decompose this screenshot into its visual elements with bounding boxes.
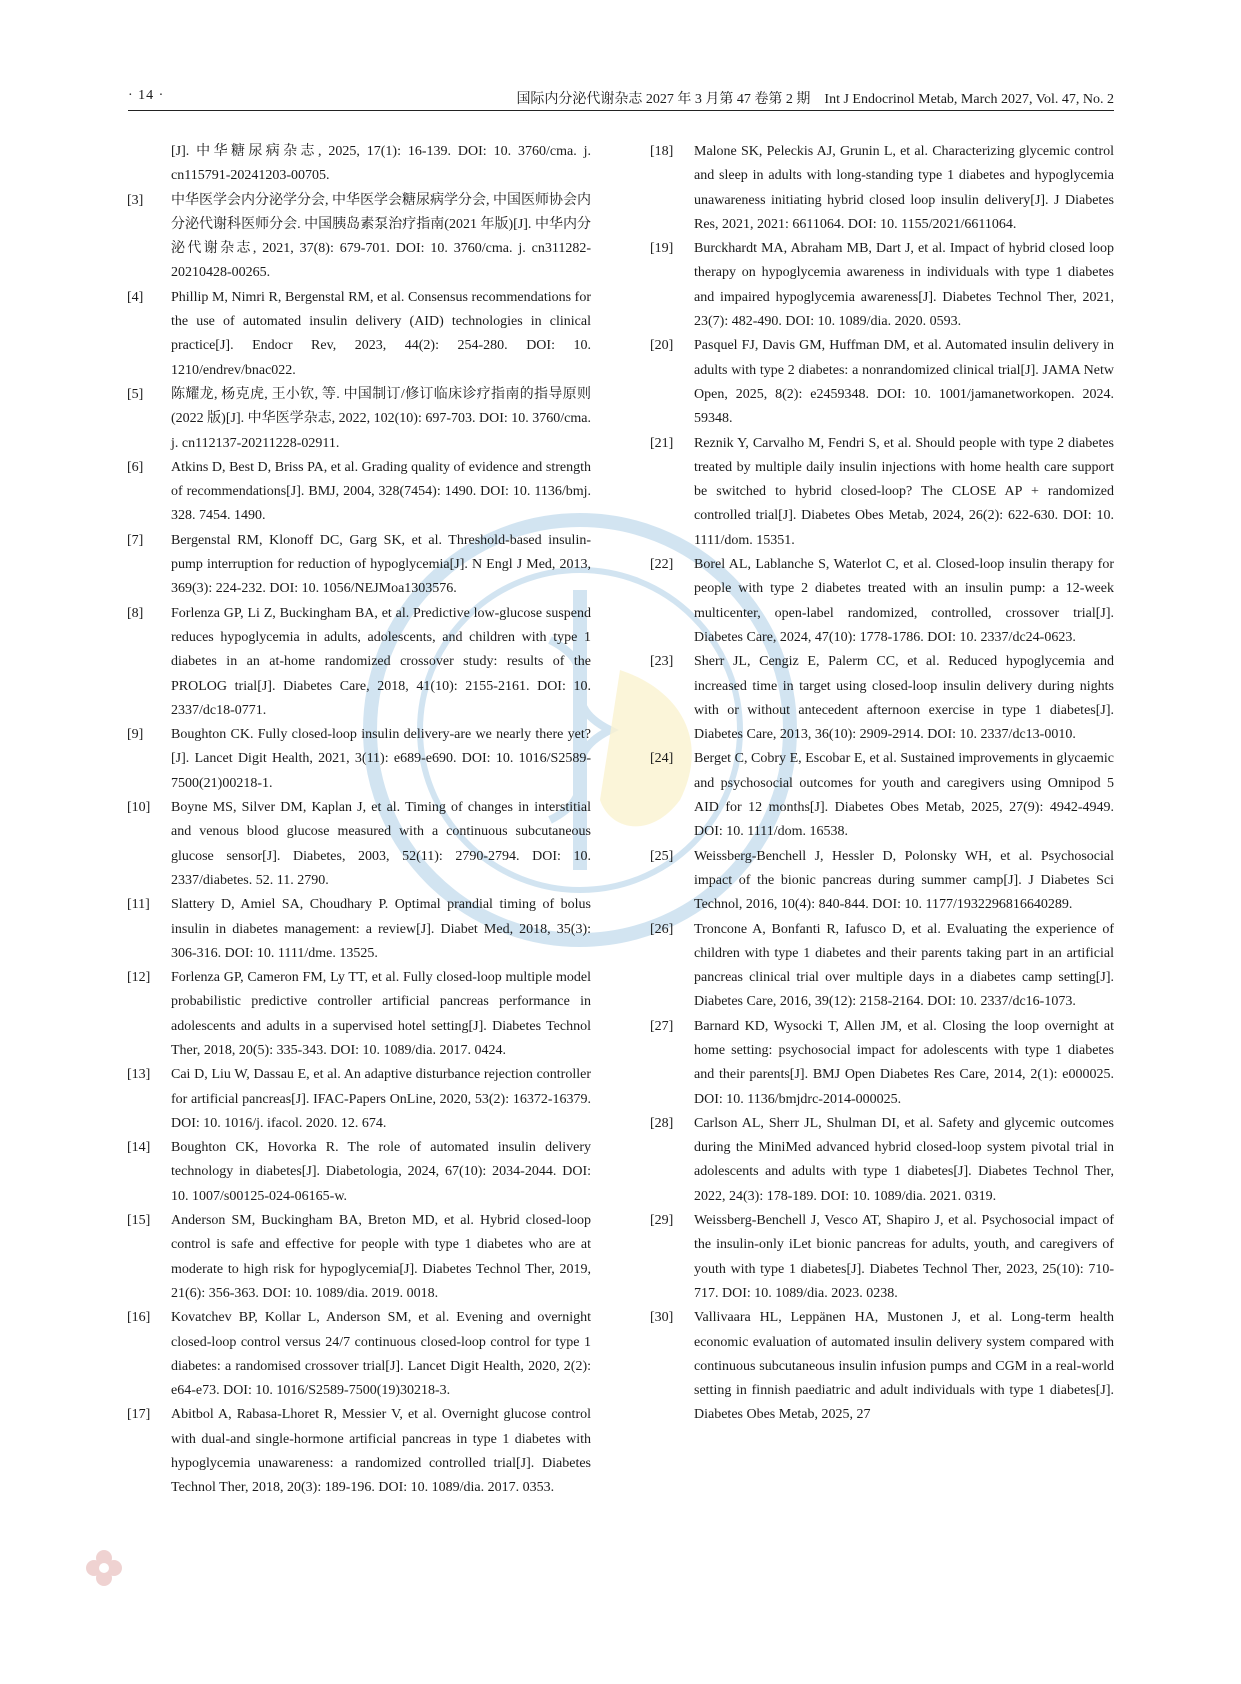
reference-item: [642, 1306, 1114, 1427]
reference-text: Anderson SM, Buckingham BA, Breton MD, et al. Hybrid closed-loop control is safe and effective for people with type 1 diabetes who are at moderate to high risk for hypoglycemia[J]. Diabetes Technol Ther, 2019, 21(6): 356-363. DOI: 10. 1089/dia. 2019. 0018.: [171, 1213, 591, 1301]
reference-item: [119, 796, 591, 893]
reference-item: [119, 286, 591, 383]
reference-item: [119, 383, 591, 456]
reference-item: [119, 966, 591, 1063]
reference-text: Burckhardt MA, Abraham MB, Dart J, et al. Impact of hybrid closed loop therapy on hypoglycemia awareness in individuals with type 1 diabetes and impaired hypoglycemia awareness[J]. Diabetes Technol Ther, 2021, 23(7): 482-490. DOI: 10. 1089/dia. 2020. 0593.: [694, 241, 1114, 330]
reference-text: Troncone A, Bonfanti R, Iafusco D, et al. Evaluating the experience of children with type 1 diabetes and their parents taking part in an artificial pancreas clinical trial over multiple days in a diabetes camp setting[J]. Diabetes Care, 2016, 39(12): 2158-2164. DOI: 10. 2337/dc16-1073.: [694, 921, 1114, 1010]
reference-item: [119, 1063, 591, 1136]
reference-item: [642, 1015, 1114, 1112]
reference-number: [5]: [127, 386, 144, 402]
reference-item: [642, 432, 1114, 553]
reference-number: [14]: [127, 1140, 151, 1156]
reference-number: [6]: [127, 459, 144, 475]
reference-item: [642, 650, 1114, 747]
reference-number: [8]: [127, 605, 144, 621]
page-number: · 14 ·: [128, 88, 165, 103]
reference-text: Kovatchev BP, Kollar L, Anderson SM, et al. Evening and overnight closed-loop control versus 24/7 continuous closed-loop control for type 1 diabetes: a randomised crossover trial[J]. Lancet Digit Health, 2020, 2(2): e64-e73. DOI: 10. 1016/S2589-7500(19)30218-3.: [171, 1310, 591, 1399]
reference-item: [642, 918, 1114, 1015]
reference-item: [119, 893, 591, 966]
reference-item: [119, 456, 591, 529]
reference-text: Reznik Y, Carvalho M, Fendri S, et al. Should people with type 2 diabetes treated by multiple daily insulin injections with home health care support be switched to hybrid closed-loop? The CLOSE AP + randomized controlled trial[J]. Diabetes Obes Metab, 2024, 26(2): 622-630. DOI: 10. 1111/dom. 15351.: [694, 435, 1114, 548]
reference-text: Forlenza GP, Li Z, Buckingham BA, et al. Predictive low-glucose suspend reduces hypoglycemia in adults, adolescents, and children with type 1 diabetes in an at-home randomized crossover study: results of the PROLOG trial[J]. Diabetes Care, 2018, 41(10): 2155-2161. DOI: 10. 2337/dc18-0771.: [171, 605, 591, 718]
reference-text: Weissberg-Benchell J, Vesco AT, Shapiro J, et al. Psychosocial impact of the insulin-only iLet bionic pancreas for adults, youth, and caregivers of youth with type 1 diabetes[J]. Diabetes Technol Ther, 2023, 25(10): 710-717. DOI: 10. 1089/dia. 2023. 0238.: [694, 1213, 1114, 1301]
reference-text: Carlson AL, Sherr JL, Shulman DI, et al. Safety and glycemic outcomes during the MiniMed advanced hybrid closed-loop system pivotal trial in adolescents and adults with type 1 diabetes[J]. Diabetes Technol Ther, 2022, 24(3): 178-189. DOI: 10. 1089/dia. 2021. 0319.: [694, 1115, 1114, 1204]
reference-text: Boyne MS, Silver DM, Kaplan J, et al. Timing of changes in interstitial and venous blood glucose measured with a continuous subcutaneous glucose sensor[J]. Diabetes, 2003, 52(11): 2790-2794. DOI: 10. 2337/diabetes. 52. 11. 2790.: [171, 800, 591, 888]
reference-number: [30]: [650, 1310, 674, 1326]
reference-item: [642, 140, 1114, 237]
reference-item: [119, 1306, 591, 1403]
reference-item: [642, 747, 1114, 844]
reference-item: [119, 189, 591, 286]
reference-text: 中华医学会内分泌学分会, 中华医学会糖尿病学分会, 中国医师协会内分泌代谢科医师分会. 中国胰岛素泵治疗指南(2021 年版)[J]. 中华内分泌代谢杂志, 2021, 37(8): 679-701. DOI: 10. 3760/cma. j. cn311282-20210428-00265.: [171, 192, 591, 281]
reference-number: [12]: [127, 970, 151, 986]
reference-item: [642, 334, 1114, 431]
reference-number: [20]: [650, 338, 674, 354]
reference-text: Berget C, Cobry E, Escobar E, et al. Sustained improvements in glycaemic and psychosocial outcomes for youth and caregivers using Omnipod 5 AID for 12 months[J]. Diabetes Obes Metab, 2025, 27(9): 4942-4949. DOI: 10. 1111/dom. 16538.: [694, 751, 1114, 840]
reference-number: [24]: [650, 751, 674, 767]
reference-number: [3]: [127, 192, 144, 208]
reference-text: Phillip M, Nimri R, Bergenstal RM, et al. Consensus recommendations for the use of automated insulin delivery (AID) technologies in clinical practice[J]. Endocr Rev, 2023, 44(2): 254-280. DOI: 10. 1210/endrev/bnac022.: [171, 289, 591, 378]
reference-item: [119, 602, 591, 723]
reference-text: Malone SK, Peleckis AJ, Grunin L, et al. Characterizing glycemic control and sleep in adults with long-standing type 1 diabetes and hypoglycemia unawareness initiating hybrid closed loop insulin delivery[J]. J Diabetes Res, 2021, 2021: 6611064. DOI: 10. 1155/2021/6611064.: [694, 144, 1114, 232]
reference-text: Slattery D, Amiel SA, Choudhary P. Optimal prandial timing of bolus insulin in diabetes management: a review[J]. Diabet Med, 2018, 35(3): 306-316. DOI: 10. 1111/dme. 13525.: [171, 897, 591, 961]
reference-text: Borel AL, Lablanche S, Waterlot C, et al. Closed-loop insulin therapy for people with type 2 diabetes treated with an insulin pump: a 12-week multicenter, open-label randomized, controlled, crossover trial[J]. Diabetes Care, 2024, 47(10): 1778-1786. DOI: 10. 2337/dc24-0623.: [694, 557, 1114, 645]
reference-item: [119, 140, 591, 189]
reference-number: [18]: [650, 144, 674, 159]
reference-item: [119, 1209, 591, 1306]
reference-number: [25]: [650, 848, 674, 864]
running-header: [128, 86, 1114, 111]
reference-text: 陈耀龙, 杨克虎, 王小钦, 等. 中国制订/修订临床诊疗指南的指导原则(2022 版)[J]. 中华医学杂志, 2022, 102(10): 697-703. DOI: 10. 3760/cma. j. cn112137-20211228-02911.: [171, 386, 591, 451]
reference-item: [119, 1136, 591, 1209]
reference-item: [119, 529, 591, 602]
reference-number: [17]: [127, 1407, 151, 1423]
reference-text: Weissberg-Benchell J, Hessler D, Polonsky WH, et al. Psychosocial impact of the bionic pancreas during summer camp[J]. J Diabetes Sci Technol, 2016, 10(4): 840-844. DOI: 10. 1177/1932296816640289.: [694, 848, 1114, 913]
reference-text: Boughton CK. Fully closed-loop insulin delivery-are we nearly there yet? [J]. Lancet Digit Health, 2021, 3(11): e689-e690. DOI: 10. 1016/S2589-7500(21)00218-1.: [171, 727, 591, 791]
reference-text: Pasquel FJ, Davis GM, Huffman DM, et al. Automated insulin delivery in adults with type 2 diabetes: a nonrandomized clinical trial[J]. JAMA Netw Open, 2025, 8(2): e2459348. DOI: 10. 1001/jamanetworkopen. 2024. 59348.: [694, 338, 1114, 427]
reference-number: [28]: [650, 1115, 674, 1131]
reference-number: [11]: [127, 897, 150, 913]
references-right-column: [642, 140, 1114, 1428]
reference-text: Boughton CK, Hovorka R. The role of automated insulin delivery technology in diabetes[J]. Diabetologia, 2024, 67(10): 2034-2044. DOI: 10. 1007/s00125-024-06165-w.: [171, 1140, 591, 1204]
reference-text: [J]. 中华糖尿病杂志, 2025, 17(1): 16-139. DOI: 10. 3760/cma. j. cn115791-20241203-00705.: [171, 144, 591, 184]
reference-number: [16]: [127, 1310, 151, 1326]
reference-text: Cai D, Liu W, Dassau E, et al. An adaptive disturbance rejection controller for artificial pancreas[J]. IFAC-Papers OnLine, 2020, 53(2): 16372-16379. DOI: 10. 1016/j. ifacol. 2020. 12. 674.: [171, 1067, 591, 1131]
reference-item: [119, 1403, 591, 1500]
reference-number: [29]: [650, 1213, 674, 1229]
reference-number: [26]: [650, 921, 674, 937]
reference-item: [642, 845, 1114, 918]
publisher-logo-watermark: [84, 1548, 554, 1588]
reference-number: [23]: [650, 654, 674, 670]
references-left-column: [119, 140, 591, 1501]
reference-item: [642, 1209, 1114, 1306]
reference-item: [642, 1112, 1114, 1209]
reference-text: Forlenza GP, Cameron FM, Ly TT, et al. Fully closed-loop multiple model probabilistic predictive controller artificial pancreas performance in adolescents and adults in a supervised hotel setting[J]. Diabetes Technol Ther, 2018, 20(5): 335-343. DOI: 10. 1089/dia. 2017. 0424.: [171, 970, 591, 1058]
reference-text: Atkins D, Best D, Briss PA, et al. Grading quality of evidence and strength of recommendations[J]. BMJ, 2004, 328(7454): 1490. DOI: 10. 1136/bmj. 328. 7454. 1490.: [171, 459, 591, 524]
reference-number: [22]: [650, 557, 674, 573]
reference-number: [4]: [127, 289, 144, 305]
reference-text: Sherr JL, Cengiz E, Palerm CC, et al. Reduced hypoglycemia and increased time in target using closed-loop insulin delivery during nights with or without antecedent afternoon exercise in type 1 diabetes[J]. Diabetes Care, 2013, 36(10): 2909-2914. DOI: 10. 2337/dc13-0010.: [694, 654, 1114, 743]
reference-text: Vallivaara HL, Leppänen HA, Mustonen J, et al. Long-term health economic evaluation of automated insulin delivery system compared with continuous subcutaneous insulin infusion pumps and CGM in a real-world setting in finnish paediatric and adult individuals with type 1 diabetes[J]. Diabetes Obes Metab, 2025, 27: [694, 1310, 1114, 1423]
reference-number: [9]: [127, 727, 144, 743]
reference-number: [19]: [650, 241, 674, 257]
journal-info: 国际内分泌代谢杂志 2027 年 3 月第 47 卷第 2 期 Int J Endocrinol Metab, March 2027, Vol. 47, No. 2: [516, 92, 1114, 107]
reference-number: [7]: [127, 532, 144, 548]
reference-text: Bergenstal RM, Klonoff DC, Garg SK, et al. Threshold-based insulin-pump interruption for reduction of hypoglycemia[J]. N Engl J Med, 2013, 369(3): 224-232. DOI: 10. 1056/NEJMoa1303576.: [171, 532, 591, 597]
reference-text: Barnard KD, Wysocki T, Allen JM, et al. Closing the loop overnight at home setting: psychosocial impact for adolescents with type 1 diabetes and their parents[J]. BMJ Open Diabetes Res Care, 2014, 2(1): e000025. DOI: 10. 1136/bmjdrc-2014-000025.: [694, 1018, 1114, 1107]
flower-logo-icon: [84, 1548, 124, 1588]
reference-item: [642, 237, 1114, 334]
reference-number: [13]: [127, 1067, 151, 1083]
reference-number: [21]: [650, 435, 674, 451]
reference-text: Abitbol A, Rabasa-Lhoret R, Messier V, et al. Overnight glucose control with dual-and single-hormone artificial pancreas in type 1 diabetes with hypoglycemia unawareness: a randomized controlled trial[J]. Diabetes Technol Ther, 2018, 20(3): 189-196. DOI: 10. 1089/dia. 2017. 0353.: [171, 1407, 591, 1496]
reference-number: [15]: [127, 1213, 151, 1229]
reference-number: [10]: [127, 800, 151, 816]
reference-number: [27]: [650, 1018, 674, 1034]
reference-item: [642, 553, 1114, 650]
reference-item: [119, 723, 591, 796]
